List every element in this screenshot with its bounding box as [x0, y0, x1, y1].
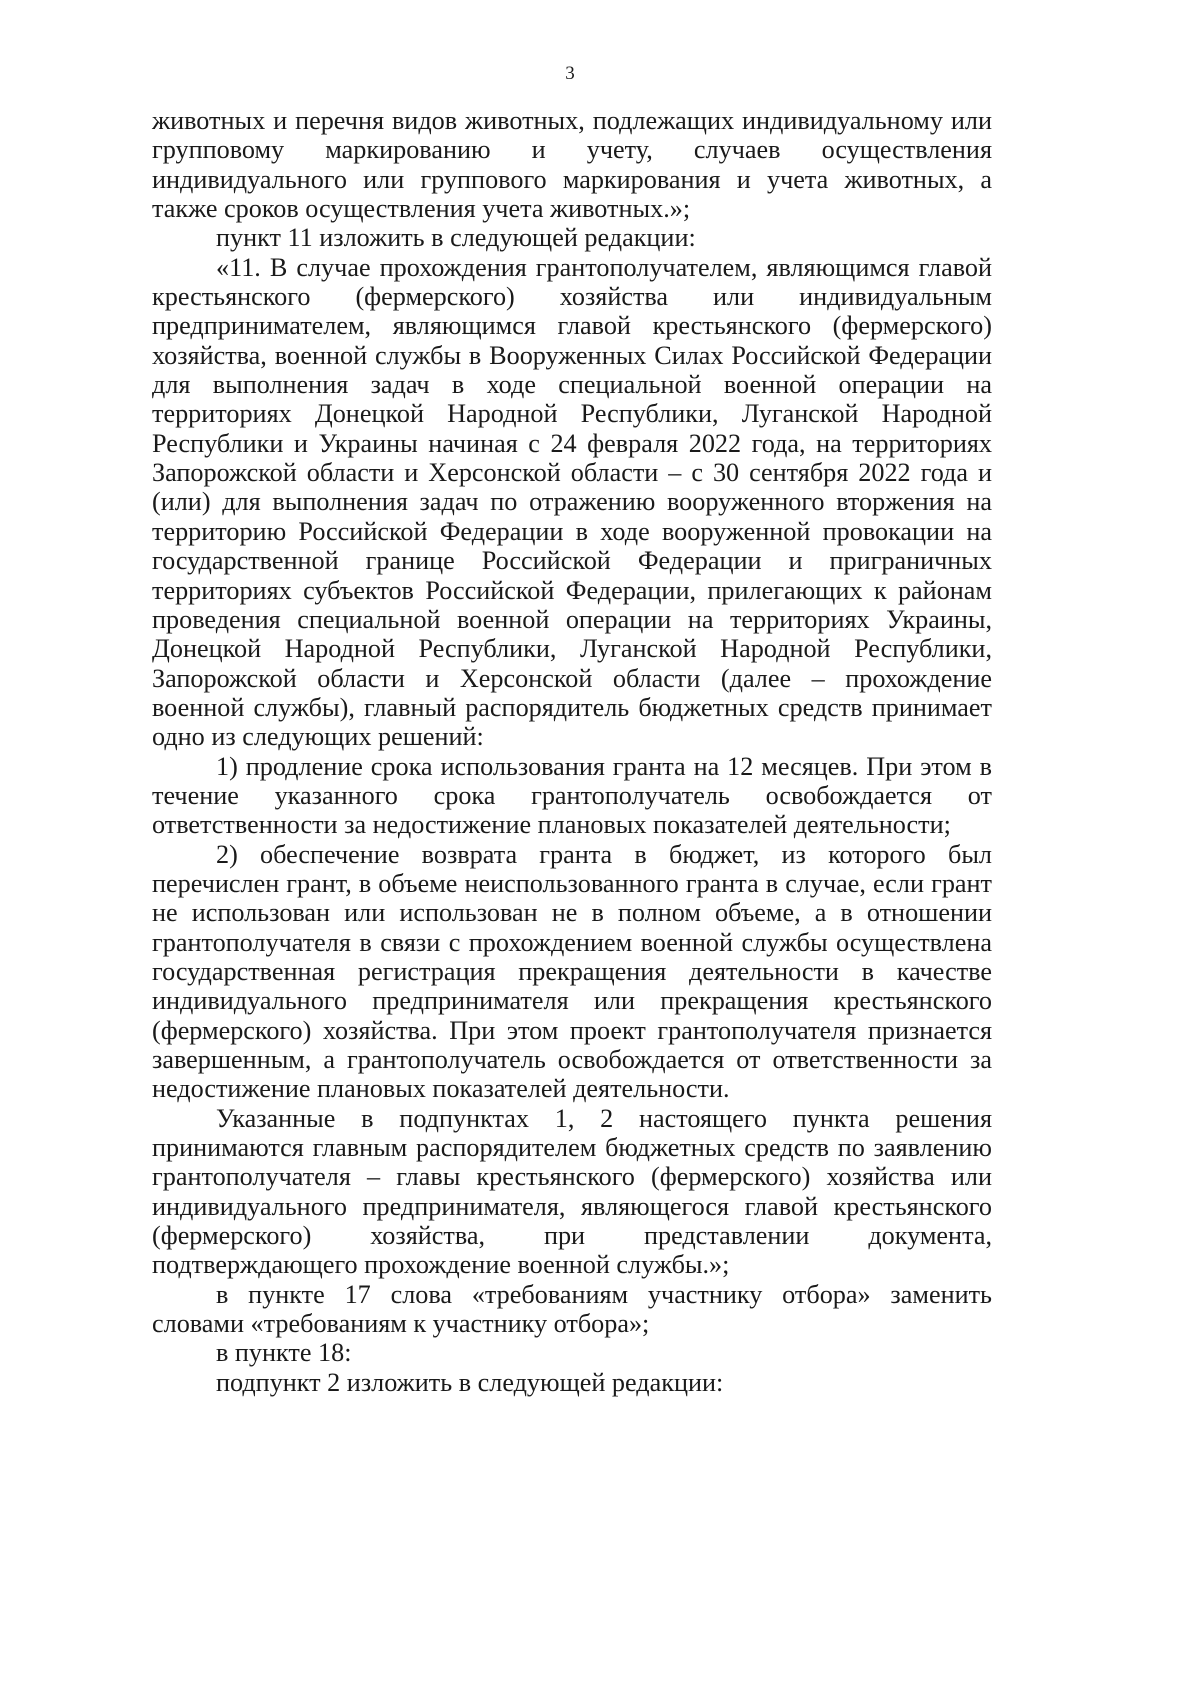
paragraph: 1) продление срока использования гранта на 12 месяцев. При этом в течение указанного срока грантополучатель освобождается от ответственности за недостижение плановых показателей деятельности;	[152, 751, 992, 840]
document-body	[152, 106, 992, 1397]
paragraph: 2) обеспечение возврата гранта в бюджет, из которого был перечислен грант, в объеме неиспользованного гранта в случае, если грант не использован или использован не в полном объеме, а в отношении грантополучателя в связи с прохождением военной службы осуществлена государственная регистрация прекращения деятельности в качестве индивидуального предпринимателя или прекращения крестьянского (фермерского) хозяйства. При этом проект грантополучателя признается завершенным, а грантополучатель освобождается от ответственности за недостижение плановых показателей деятельности.	[152, 839, 992, 1104]
paragraph: животных и перечня видов животных, подлежащих индивидуальному или групповому маркированию и учету, случаев осуществления индивидуального или группового маркирования и учета животных, а также сроков осуществления учета животных.»;	[152, 106, 992, 224]
paragraph: подпункт 2 изложить в следующей редакции:	[216, 1367, 724, 1397]
page-number: 3	[565, 63, 575, 84]
paragraph: Указанные в подпунктах 1, 2 настоящего пункта решения принимаются главным распорядителем бюджетных средств по заявлению грантополучателя – главы крестьянского (фермерского) хозяйства или индивидуального предпринимателя, являющегося главой крестьянского (фермерского) хозяйства, при представлении документа, подтверждающего прохождение военной службы.»;	[152, 1103, 992, 1280]
paragraph: в пункте 17 слова «требованиям участнику отбора» заменить словами «требованиям к участнику отбора»;	[152, 1279, 992, 1339]
paragraph: пункт 11 изложить в следующей редакции:	[216, 223, 696, 253]
paragraph: «11. В случае прохождения грантополучателем, являющимся главой крестьянского (фермерского) хозяйства или индивидуальным предпринимателем, являющимся главой крестьянского (фермерского) хозяйства, военной службы в Вооруженных Силах Российской Федерации для выполнения задач в ходе специальной военной операции на территориях Донецкой Народной Республики, Луганской Народной Республики и Украины начиная с 24 февраля 2022 года, на территориях Запорожской области и Херсонской области – с 30 сентября 2022 года и (или) для выполнения задач по отражению вооруженного вторжения на территорию Российской Федерации в ходе вооруженной провокации на государственной границе Российской Федерации и приграничных территориях субъектов Российской Федерации, прилегающих к районам проведения специальной военной операции на территориях Украины, Донецкой Народной Республики, Луганской Народной Республики, Запорожской области и Херсонской области (далее – прохождение военной службы), главный распорядитель бюджетных средств принимает одно из следующих решений:	[152, 252, 992, 752]
paragraph: в пункте 18:	[216, 1338, 352, 1368]
